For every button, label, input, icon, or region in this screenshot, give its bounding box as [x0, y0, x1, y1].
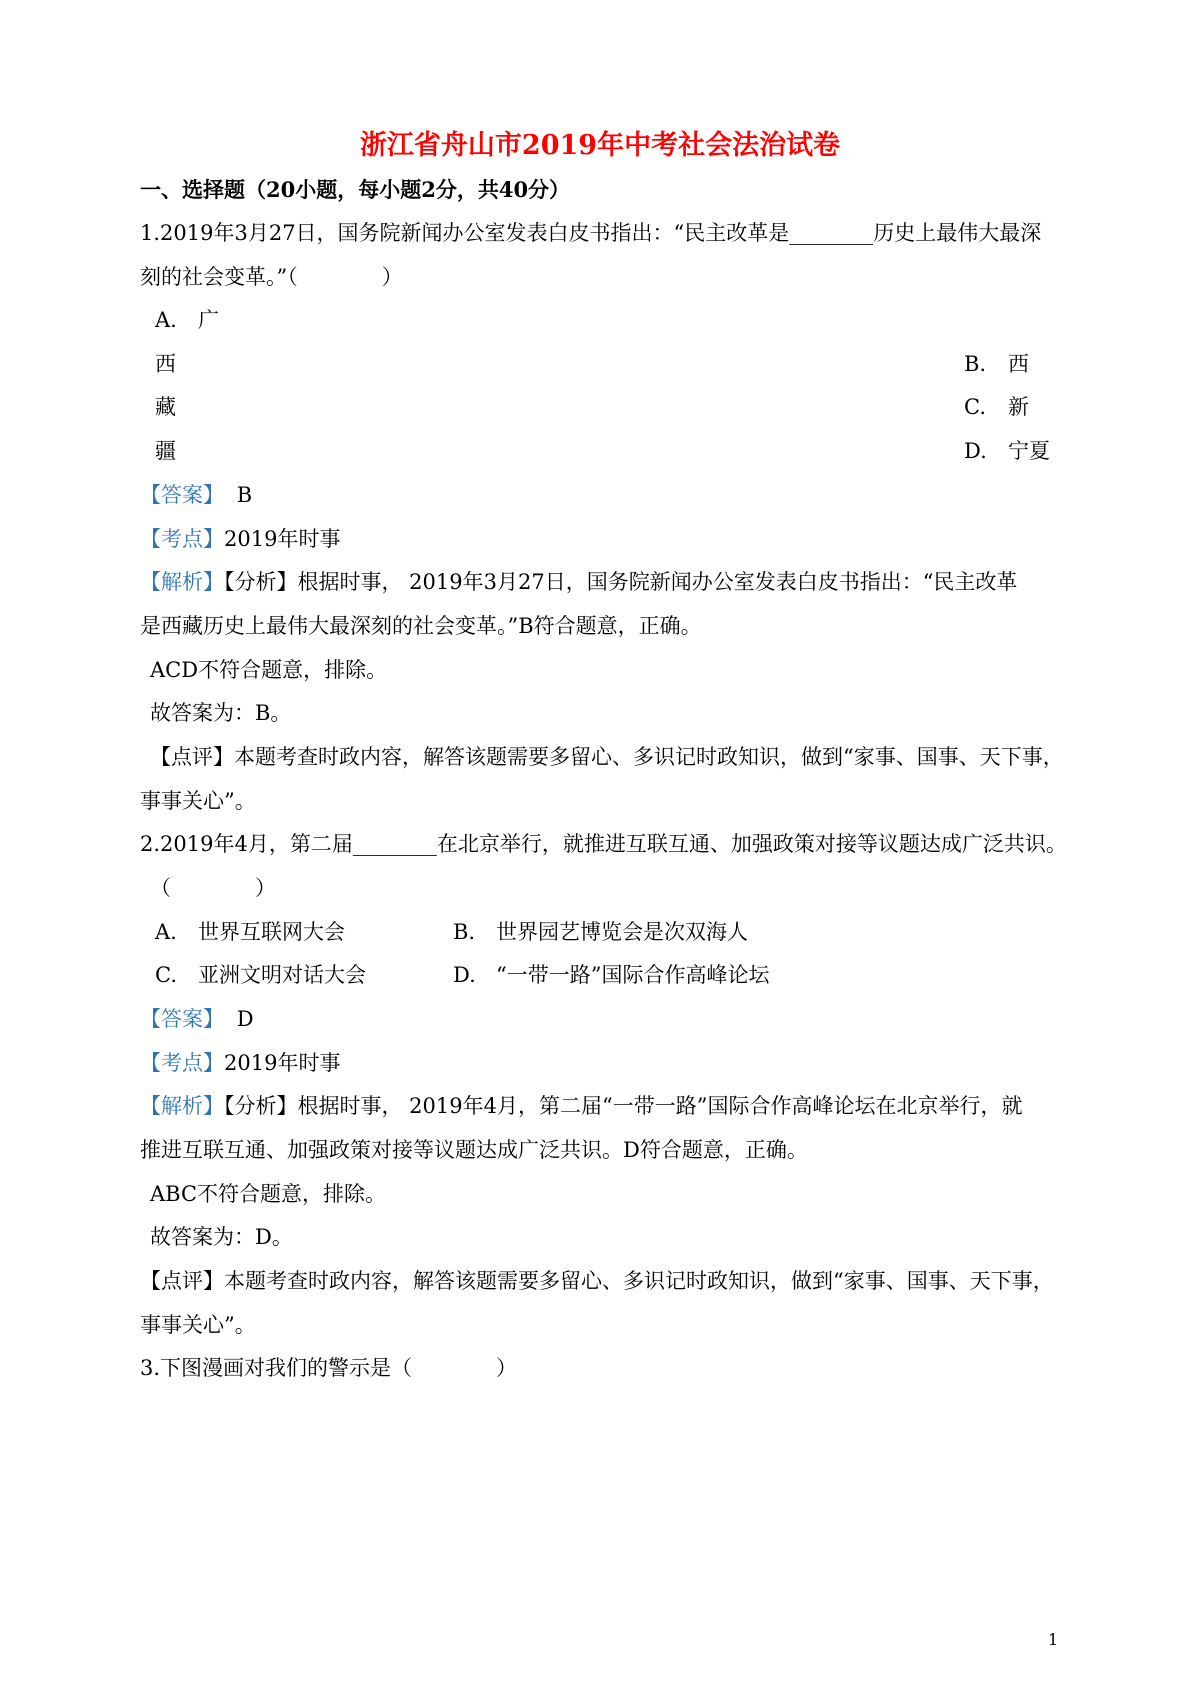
q2-option-c-label: C. [155, 963, 177, 987]
q2-option-a-label: A. [155, 920, 177, 944]
q2-conclusion: 故答案为：D。 [150, 1225, 293, 1249]
q1-point-row [140, 525, 340, 553]
q2-option-a-text: 世界互联网大会 [198, 920, 345, 944]
q1-option-d-text: 宁夏 [1008, 439, 1050, 463]
q2-stem-line2: （ ） [150, 876, 276, 900]
q1-option-c-char: 疆 [155, 439, 176, 463]
q1-stem-line1: 1.2019年3月27日，国务院新闻办公室发表白皮书指出：“民主改革是________历史上最伟大最深 [140, 221, 1042, 245]
q1-analysis-row [140, 568, 1017, 596]
q2-comment-line1: 本题考查时政内容，解答该题需要多留心、多识记时政知识，做到“家事、国事、天下事， [224, 1269, 1054, 1293]
q2-option-d-label: D. [453, 963, 476, 987]
q1-option-b-label: B. [964, 352, 987, 376]
q2-point-value: 2019年时事 [224, 1051, 341, 1075]
q1-option-b-text: 西 [1008, 352, 1029, 376]
analysis-tag: 【解析】 [140, 1094, 224, 1118]
q1-answer-value: B [236, 483, 253, 507]
q1-option-a-char: 西 [155, 352, 176, 376]
q1-option-d-label: D. [964, 439, 987, 463]
q2-comment-row [140, 1267, 1054, 1295]
point-tag: 【考点】 [140, 1051, 224, 1075]
q1-exclude: ACD不符合题意，排除。 [150, 658, 388, 682]
q2-analysis-row [140, 1092, 1022, 1120]
q2-stem-line1: 2.2019年4月，第二届________在北京举行，就推进互联互通、加强政策对接等议题达成广泛共识。 [140, 832, 1067, 856]
q1-option-a-label: A. [155, 308, 177, 332]
q1-stem-line2: 刻的社会变革。”（ ） [140, 265, 403, 289]
comment-tag: 【点评】 [140, 1269, 224, 1293]
q2-option-b-label: B. [453, 920, 476, 944]
q1-comment-line1: 本题考查时政内容，解答该题需要多留心、多识记时政知识，做到“家事、国事、天下事， [234, 745, 1064, 769]
section-heading: 一、选择题（20小题，每小题2分，共40分） [140, 177, 571, 202]
comment-tag: 【点评】 [150, 745, 234, 769]
q2-comment-line2: 事事关心”。 [140, 1313, 256, 1337]
q1-option-c-text: 新 [1008, 395, 1029, 419]
q1-comment-row [150, 743, 1064, 771]
analysis-tag: 【解析】 [140, 570, 224, 594]
q1-conclusion: 故答案为：B。 [150, 701, 292, 725]
q2-analysis-line2: 推进互联互通、加强政策对接等议题达成广泛共识。D符合题意，正确。 [140, 1138, 808, 1162]
answer-tag: 【答案】 [140, 1007, 224, 1031]
q1-option-c-label: C. [964, 395, 986, 419]
q2-answer-row [140, 1005, 254, 1033]
fenxi-tag: 【分析】 [224, 1094, 298, 1118]
q2-exclude: ABC不符合题意，排除。 [150, 1182, 387, 1206]
q1-point-value: 2019年时事 [224, 527, 341, 551]
q3-stem: 3.下图漫画对我们的警示是（ ） [140, 1356, 518, 1380]
q1-comment-line2: 事事关心”。 [140, 789, 256, 813]
q1-option-b-char: 藏 [155, 395, 176, 419]
q1-analysis-line1: 根据时事， 2019年3月27日，国务院新闻办公室发表白皮书指出：“民主改革 [297, 570, 1018, 594]
q2-point-row [140, 1049, 340, 1077]
q2-option-d-text: “一带一路”国际合作高峰论坛 [496, 963, 770, 987]
q2-answer-value: D [236, 1007, 254, 1031]
document-title: 浙江省舟山市2019年中考社会法治试卷 [359, 130, 841, 161]
page-number: 1 [1048, 1630, 1059, 1649]
q2-analysis-line1: 根据时事， 2019年4月，第二届“一带一路”国际合作高峰论坛在北京举行，就 [297, 1094, 1023, 1118]
q1-option-a-text: 广 [198, 308, 219, 332]
q1-analysis-line2: 是西藏历史上最伟大最深刻的社会变革。”B符合题意，正确。 [140, 614, 702, 638]
fenxi-tag: 【分析】 [224, 570, 298, 594]
q1-answer-row [140, 481, 252, 509]
answer-tag: 【答案】 [140, 483, 224, 507]
q2-option-b-text: 世界园艺博览会是次双海人 [496, 920, 748, 944]
point-tag: 【考点】 [140, 527, 224, 551]
q2-option-c-text: 亚洲文明对话大会 [198, 963, 366, 987]
